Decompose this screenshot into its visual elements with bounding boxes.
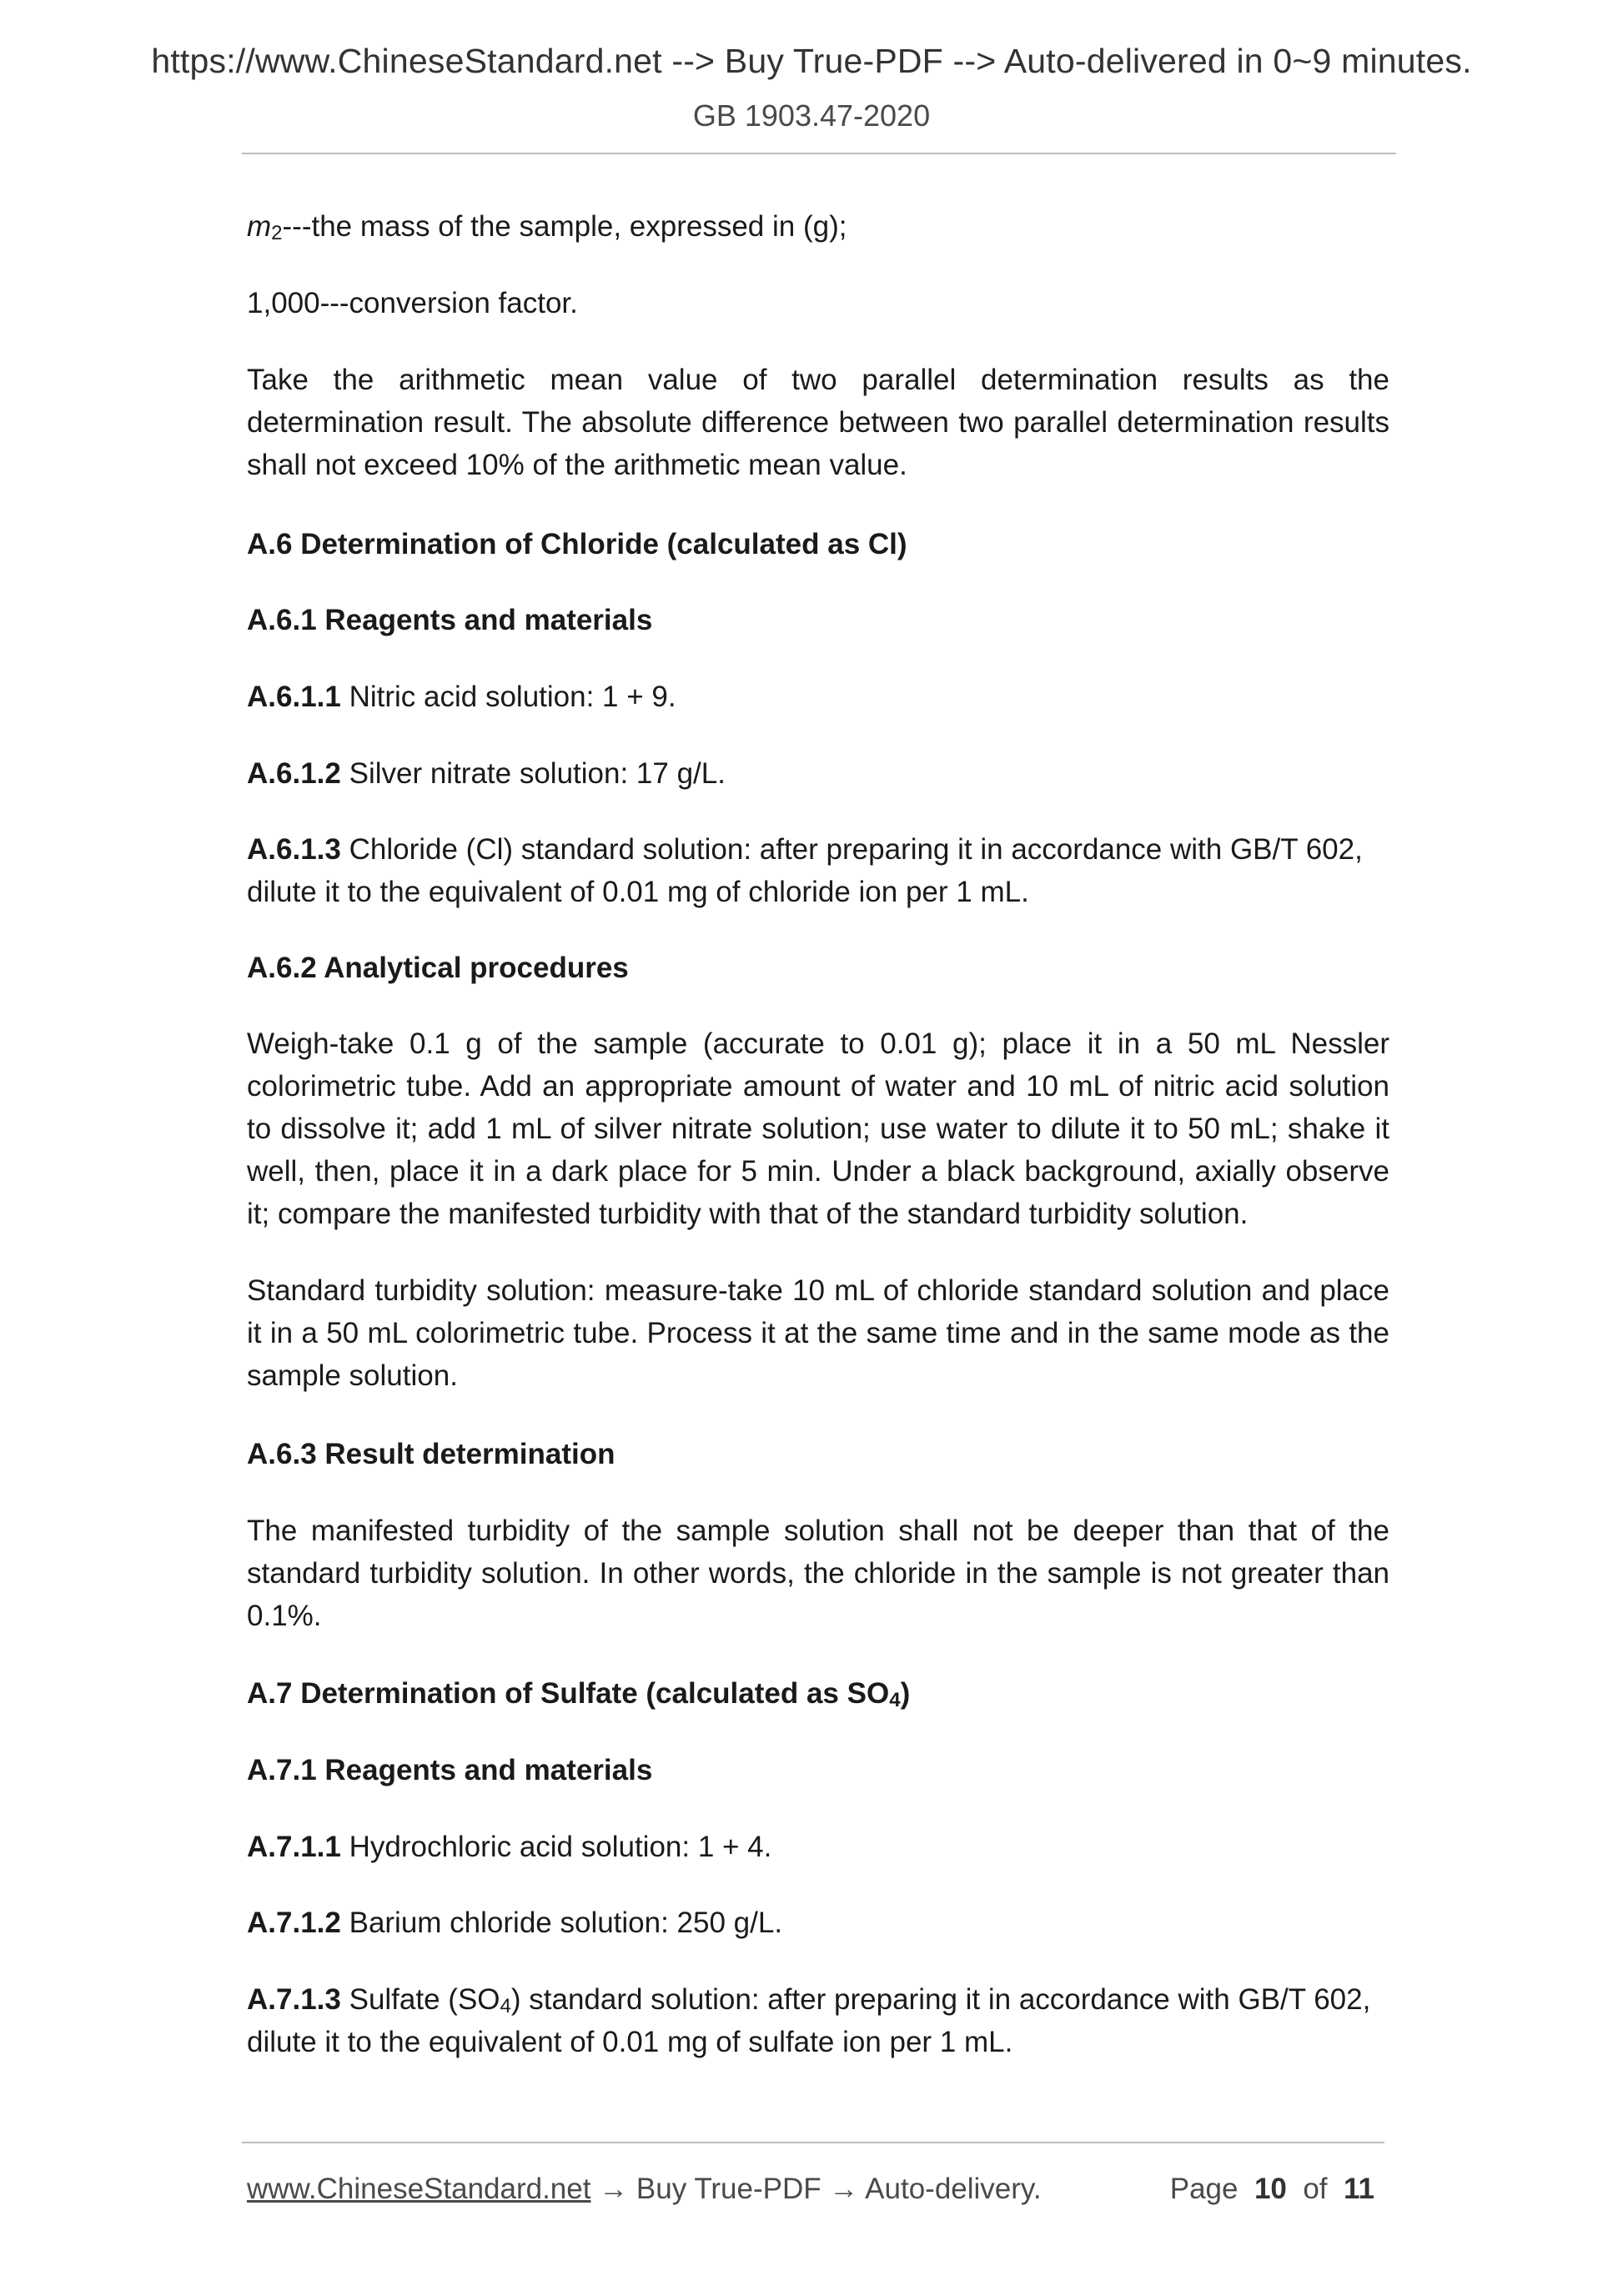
analytical-procedure-paragraph: Weigh-take 0.1 g of the sample (accurate to 0.01 g); place it in a 50 mL Nessler colorimetric tube. Add an appropriate amount of water and 10 mL of nitric acid solution to dissolve it; add 1 mL of silver nitrate solution; use water to dilute it to 50 mL; shake it well, then, place it in a dark place for 5 min. Under a black background, axially observe it; compare the manifested turbidity with that of the standard turbidity solution. — [247, 1027, 1389, 1230]
result-determination-paragraph: The manifested turbidity of the sample solution shall not be deeper than that of the standard turbidity solution. In other words, the chloride in the sample is not greater than 0.1%. — [247, 1515, 1389, 1632]
section-heading-a6: A.6 Determination of Chloride (calculated as Cl) — [247, 528, 907, 560]
clause-a7-1-2 — [247, 1902, 1389, 1944]
clause-text-post: ) standard solution: after preparing it in accordance with GB/T 602, dilute it to the equivalent of 0.01 mg of sulfate ion per 1 mL. — [247, 1983, 1371, 2058]
section-heading-a7 — [247, 1672, 1389, 1715]
clause-number: A.7.1.3 — [247, 1983, 341, 2016]
footer-site-link[interactable]: www.ChineseStandard.net — [247, 2173, 591, 2205]
page-word: Page — [1169, 2173, 1239, 2205]
clause-number: A.6.1.3 — [247, 833, 341, 866]
clause-text: Barium chloride solution: 250 g/L. — [349, 1907, 783, 1939]
m2-subscript: 2 — [271, 222, 283, 244]
page-number: 10 — [1254, 2173, 1287, 2205]
standard-turbidity-paragraph: Standard turbidity solution: measure-take 10 mL of chloride standard solution and place it in a 50 mL colorimetric tube. Process it at the same time and in the same mode as the sample solution. — [247, 1274, 1389, 1392]
section-heading-a6-2: A.6.2 Analytical procedures — [247, 952, 629, 984]
clause-a6-1-2 — [247, 752, 1389, 795]
standard-code: GB 1903.47-2020 — [692, 98, 931, 133]
clause-a7-1-3 — [247, 1978, 1389, 2063]
header-divider — [242, 153, 1396, 154]
page-total: 11 — [1344, 2173, 1374, 2205]
section-heading-a6-1: A.6.1 Reagents and materials — [247, 604, 653, 636]
page-footer — [247, 2168, 1384, 2210]
m2-text: ---the mass of the sample, expressed in (g); — [282, 210, 847, 243]
clause-number: A.7.1.2 — [247, 1907, 341, 1939]
clause-text-pre: Sulfate (SO — [349, 1983, 500, 2016]
clause-subscript: 4 — [500, 1995, 511, 2017]
clause-number: A.7.1.1 — [247, 1831, 341, 1863]
clause-text: Silver nitrate solution: 17 g/L. — [349, 757, 726, 790]
clause-a7-1-1 — [247, 1826, 1389, 1868]
page-indicator — [1170, 2168, 1374, 2210]
footer-divider — [242, 2142, 1384, 2143]
footer-tagline: → Buy True-PDF → Auto-delivery. — [590, 2173, 1042, 2205]
clause-number: A.6.1.2 — [247, 757, 341, 790]
m2-symbol: m — [247, 210, 272, 243]
heading-close: ) — [900, 1677, 911, 1710]
clause-text: Chloride (Cl) standard solution: after preparing it in accordance with GB/T 602, dilute it to the equivalent of 0.01 mg of chloride ion per 1 mL. — [247, 833, 1363, 908]
heading-subscript: 4 — [889, 1689, 901, 1711]
clause-number: A.6.1.1 — [247, 681, 341, 713]
clause-a6-1-1 — [247, 676, 1389, 718]
variable-m2-definition — [247, 205, 1389, 248]
section-heading-a7-1: A.7.1 Reagents and materials — [247, 1754, 653, 1786]
mean-result-paragraph: Take the arithmetic mean value of two parallel determination results as the determination result. The absolute difference between two parallel determination results shall not exceed 10% of the arithmetic mean value. — [247, 364, 1389, 481]
header-banner: https://www.ChineseStandard.net --> Buy True-PDF --> Auto-delivered in 0~9 minutes. — [151, 42, 1472, 80]
heading-text: A.7 Determination of Sulfate (calculated as SO — [247, 1677, 890, 1710]
clause-text: Hydrochloric acid solution: 1 + 4. — [349, 1831, 772, 1863]
clause-a6-1-3 — [247, 828, 1389, 913]
of-word: of — [1303, 2173, 1328, 2205]
conversion-factor-definition: 1,000---conversion factor. — [247, 287, 578, 319]
section-heading-a6-3: A.6.3 Result determination — [247, 1438, 616, 1470]
clause-text: Nitric acid solution: 1 + 9. — [349, 681, 676, 713]
